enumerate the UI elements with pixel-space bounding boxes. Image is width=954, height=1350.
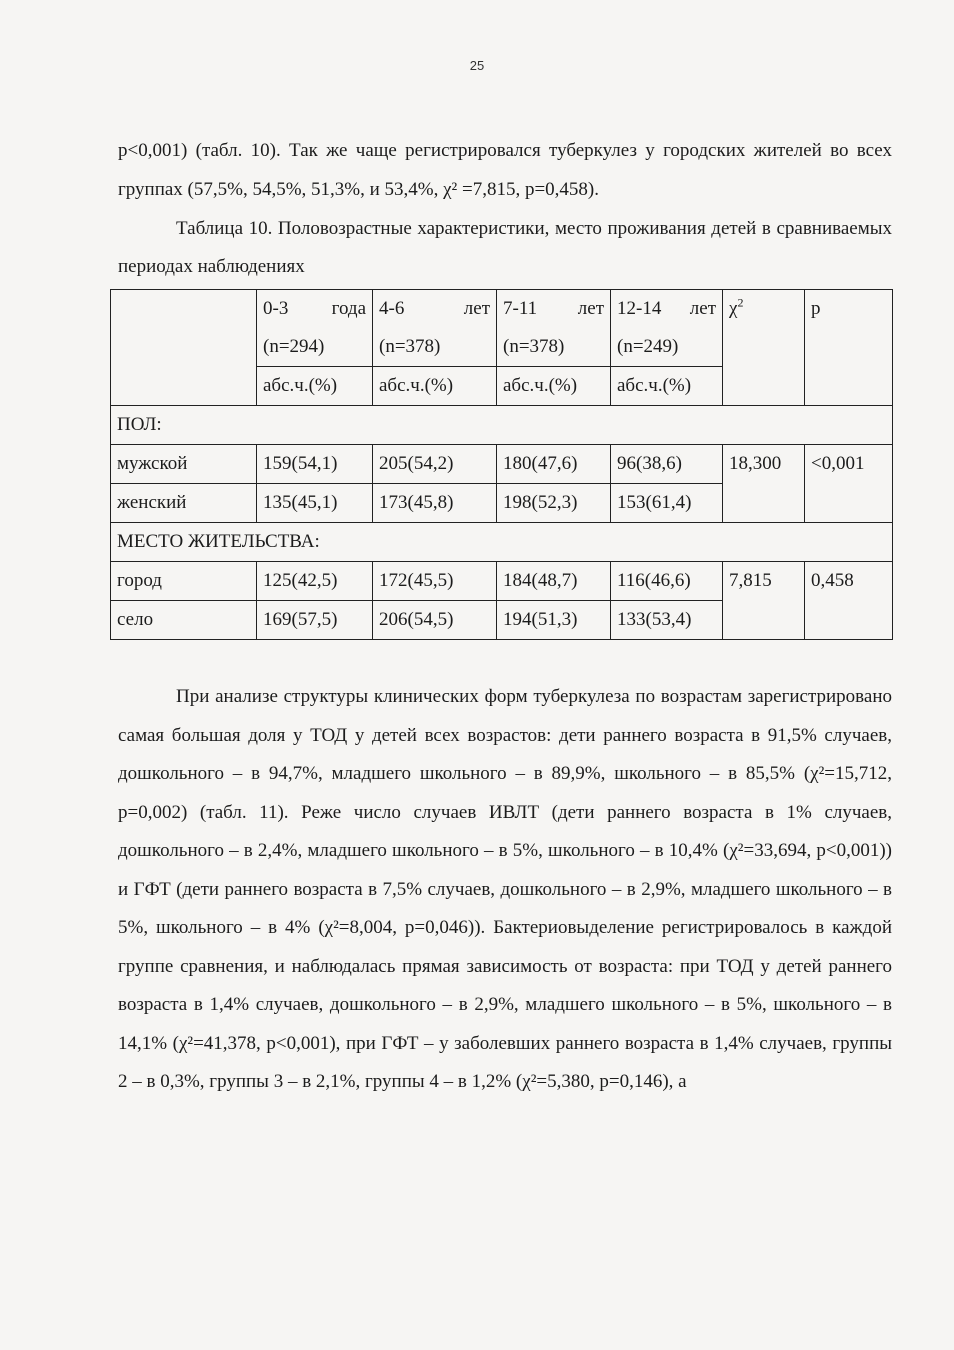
unit-col-1: абс.ч.(%) <box>257 367 373 406</box>
header-p-value <box>805 290 893 406</box>
header-row <box>111 290 893 367</box>
header-col-1 <box>257 290 373 367</box>
row-label-city: город <box>111 562 257 601</box>
header-col-4-n: (n=249) <box>617 336 679 357</box>
section-title-residence: МЕСТО ЖИТЕЛЬСТВА: <box>111 523 893 562</box>
section-row-residence <box>111 523 893 562</box>
header-chi-symbol: χ <box>729 298 738 319</box>
cell-city-col-1: 125(42,5) <box>257 562 373 601</box>
section-row-sex <box>111 406 893 445</box>
header-chi-square <box>723 290 805 406</box>
unit-col-4: абс.ч.(%) <box>611 367 723 406</box>
cell-female-col-2: 173(45,8) <box>373 484 497 523</box>
cell-female-col-4: 153(61,4) <box>611 484 723 523</box>
cell-village-col-2: 206(54,5) <box>373 601 497 640</box>
header-col-4 <box>611 290 723 367</box>
top-paragraph: p<0,001) (табл. 10). Так же чаще регистрировался туберкулез у городских жителей во всех группах (57,5%, 54,5%, 51,3%, и 53,4%, χ² =7,815, p=0,458). <box>118 140 892 200</box>
page-number: 25 <box>469 58 485 73</box>
header-col-3 <box>497 290 611 367</box>
row-label-female: женский <box>111 484 257 523</box>
header-col-3-age: 7-11 лет <box>503 298 604 319</box>
cell-female-col-1: 135(45,1) <box>257 484 373 523</box>
row-label-male: мужской <box>111 445 257 484</box>
header-col-2-n: (n=378) <box>379 336 441 357</box>
cell-city-col-2: 172(45,5) <box>373 562 497 601</box>
header-col-3-n: (n=378) <box>503 336 565 357</box>
unit-col-3: абс.ч.(%) <box>497 367 611 406</box>
header-col-2-age: 4-6 лет <box>379 298 490 319</box>
header-col-1-n: (n=294) <box>263 336 325 357</box>
section-title-sex: ПОЛ: <box>111 406 893 445</box>
cell-male-col-3: 180(47,6) <box>497 445 611 484</box>
cell-village-col-4: 133(53,4) <box>611 601 723 640</box>
cell-city-col-3: 184(48,7) <box>497 562 611 601</box>
row-label-village: село <box>111 601 257 640</box>
table-row-city <box>111 562 893 601</box>
unit-col-2: абс.ч.(%) <box>373 367 497 406</box>
header-col-4-age: 12-14 лет <box>617 298 716 319</box>
table-caption: Таблица 10. Половозрастные характеристики, место проживания детей в сравниваемых периодах наблюдениях <box>118 218 892 277</box>
cell-city-col-4: 116(46,6) <box>611 562 723 601</box>
cell-female-col-3: 198(52,3) <box>497 484 611 523</box>
data-table <box>110 289 893 640</box>
header-p-label: р <box>811 298 821 319</box>
header-col-2 <box>373 290 497 367</box>
header-chi-superscript: 2 <box>737 295 744 310</box>
cell-village-col-3: 194(51,3) <box>497 601 611 640</box>
table-row-male <box>111 445 893 484</box>
header-blank-cell <box>111 290 257 406</box>
cell-male-col-2: 205(54,2) <box>373 445 497 484</box>
cell-residence-chi: 7,815 <box>723 562 805 640</box>
cell-sex-chi: 18,300 <box>723 445 805 523</box>
cell-male-col-1: 159(54,1) <box>257 445 373 484</box>
cell-sex-p: <0,001 <box>805 445 893 523</box>
cell-residence-p: 0,458 <box>805 562 893 640</box>
cell-male-col-4: 96(38,6) <box>611 445 723 484</box>
cell-village-col-1: 169(57,5) <box>257 601 373 640</box>
header-col-1-age: 0-3 года <box>263 298 366 319</box>
body-paragraph: При анализе структуры клинических форм туберкулеза по возрастам зарегистрировано самая большая доля у ТОД у детей всех возрастов: дети раннего возраста в 91,5% случаев, дошкольного – в 94,7%, младшего школьного – в 89,9%, школьного – в 85,5% (χ²=15,712, p=0,002) (табл. 11). Реже число случаев ИВЛТ (дети раннего возраста в 1% случаев, дошкольного – в 2,4%, младшего школьного – в 5%, школьного – в 10,4% (χ²=33,694, p<0,001)) и ГФТ (дети раннего возраста в 7,5% случаев, дошкольного – в 2,9%, младшего школьного – в 5%, школьного – в 4% (χ²=8,004, p=0,046)). Бактериовыделение регистрировалось в каждой группе сравнения, и наблюдалась прямая зависимость от возраста: при ТОД у детей раннего возраста в 1,4% случаев, дошкольного – в 2,9%, младшего школьного – в 5%, школьного – в 14,1% (χ²=41,378, p<0,001), при ГФТ – у заболевших раннего возраста в 1,4% случаев, группы 2 – в 0,3%, группы 3 – в 2,1%, группы 4 – в 1,2% (χ²=5,380, p=0,146), а <box>118 686 892 1092</box>
